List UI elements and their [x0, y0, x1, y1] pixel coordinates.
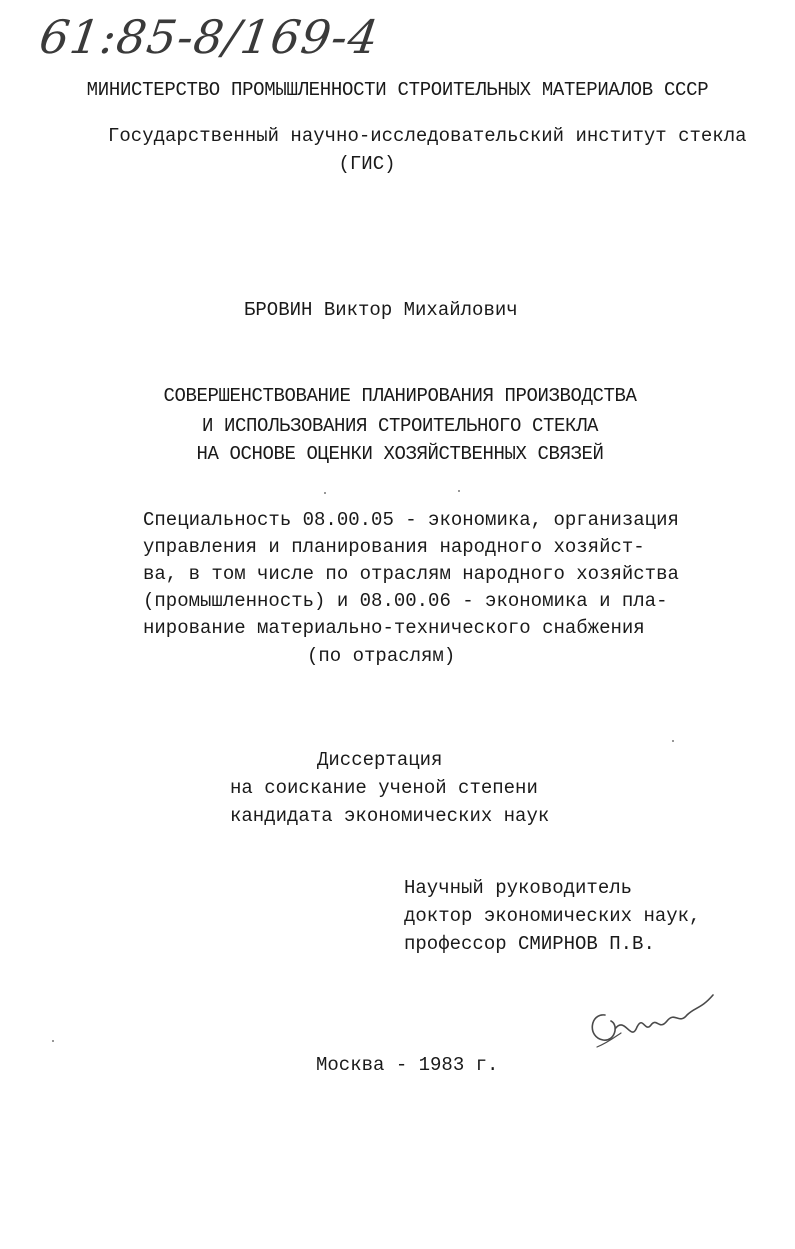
specialty-line: (промышленность) и 08.00.06 - экономика и пла- — [143, 590, 668, 612]
institute-name: Государственный научно-исследовательский институт стекла — [108, 125, 747, 147]
title-line: И ИСПОЛЬЗОВАНИЯ СТРОИТЕЛЬНОГО СТЕКЛА — [201, 415, 599, 437]
speck — [324, 492, 326, 494]
ministry-heading: МИНИСТЕРСТВО ПРОМЫШЛЕННОСТИ СТРОИТЕЛЬНЫХ МАТЕРИАЛОВ СССР — [86, 79, 709, 101]
title-line: СОВЕРШЕНСТВОВАНИЕ ПЛАНИРОВАНИЯ ПРОИЗВОДСТВА — [163, 385, 637, 407]
title-line: НА ОСНОВЕ ОЦЕНКИ ХОЗЯЙСТВЕННЫХ СВЯЗЕЙ — [196, 443, 604, 465]
speck — [458, 490, 460, 492]
specialty-line: ва, в том числе по отраслям народного хозяйства — [143, 563, 679, 585]
dissertation-line: Диссертация — [317, 749, 443, 771]
supervisor-line: Научный руководитель — [404, 877, 633, 899]
supervisor-line: профессор СМИРНОВ П.В. — [404, 933, 655, 955]
specialty-line: нирование материально-технического снабжения — [143, 617, 645, 639]
dissertation-line: кандидата экономических наук — [230, 805, 550, 827]
signature-scribble — [585, 985, 725, 1055]
specialty-line: (по отраслям) — [307, 645, 456, 667]
author-name: БРОВИН Виктор Михайлович — [244, 299, 518, 321]
specialty-line: управления и планирования народного хозяйст- — [143, 536, 645, 558]
institute-abbreviation: (ГИС) — [338, 153, 396, 175]
speck — [52, 1040, 54, 1042]
specialty-line: Специальность 08.00.05 - экономика, организация — [143, 509, 679, 531]
supervisor-line: доктор экономических наук, — [404, 905, 701, 927]
city-year: Москва - 1983 г. — [316, 1054, 499, 1076]
dissertation-line: на соискание ученой степени — [230, 777, 538, 799]
speck — [672, 740, 674, 742]
catalog-number-handwritten: 61:85-8/169-4 — [36, 10, 383, 64]
